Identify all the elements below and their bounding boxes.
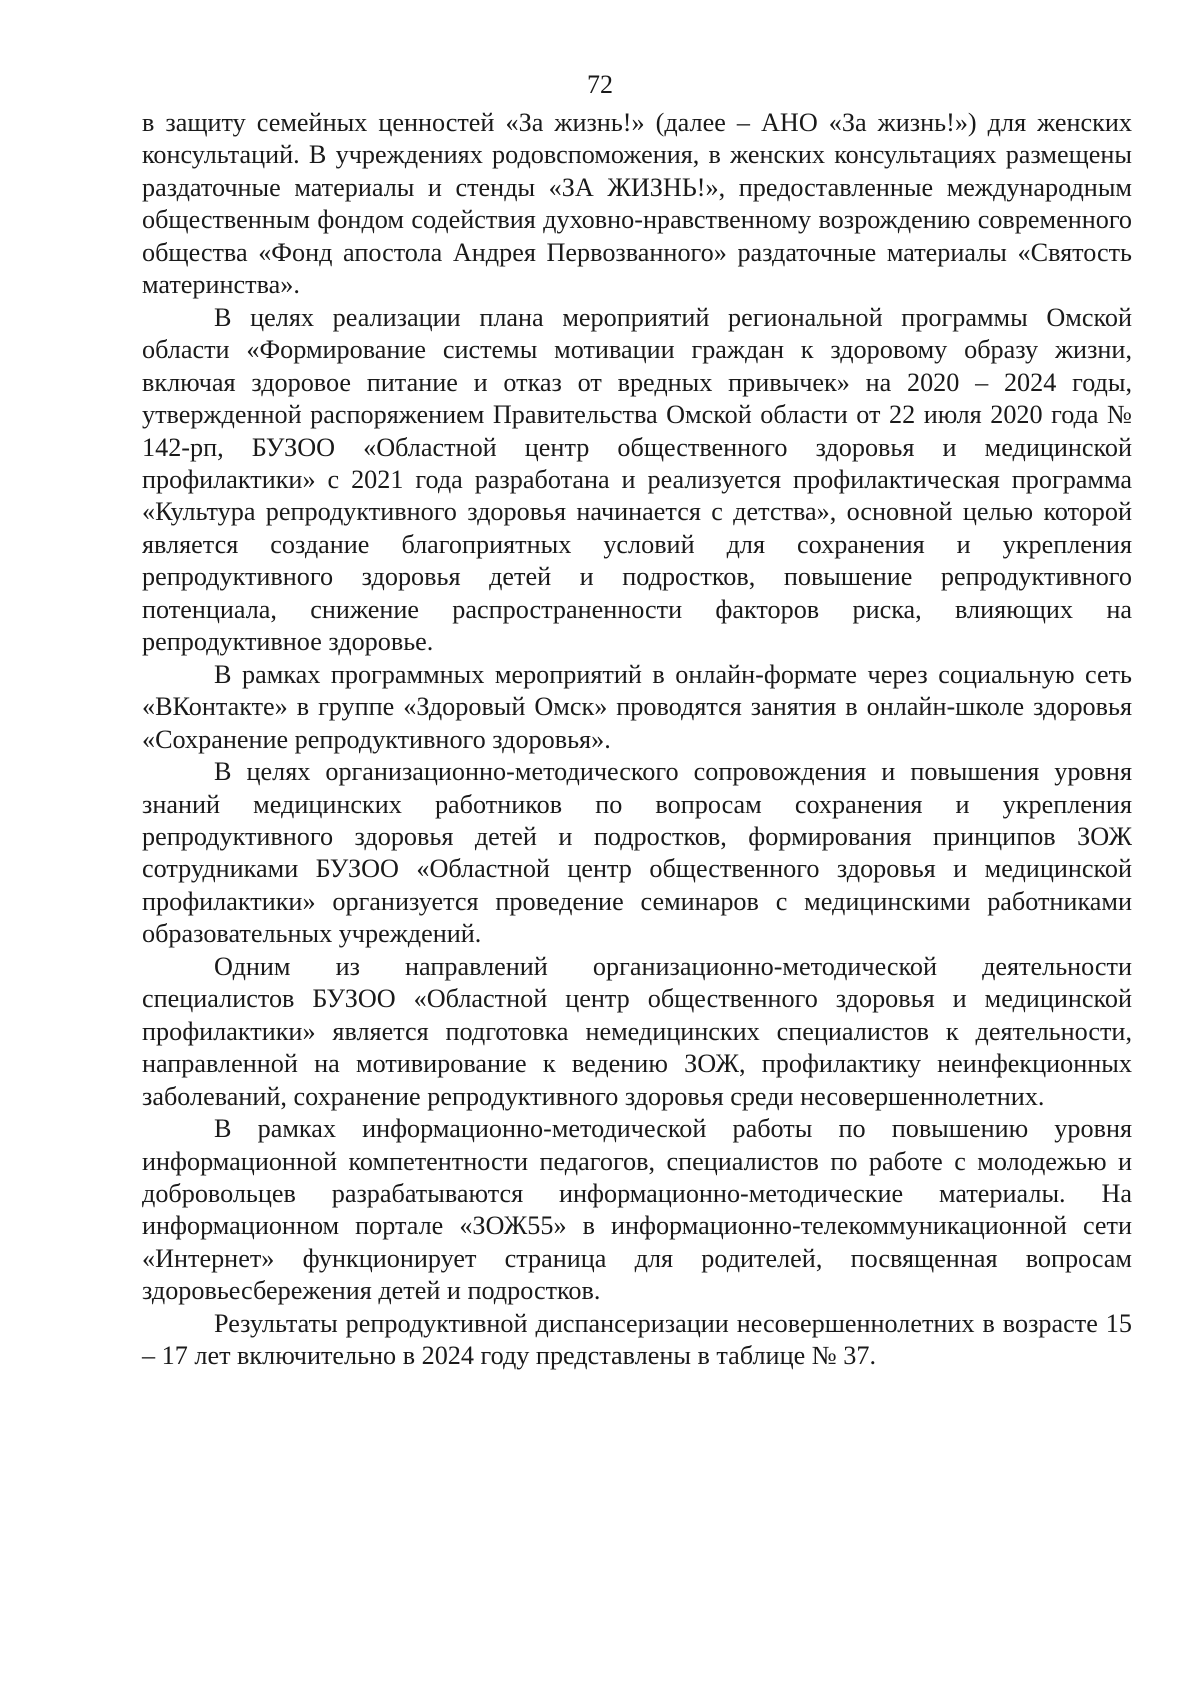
paragraph-information-materials: В рамках информационно-методической работы по повышению уровня информационной компетентности педагогов, специалистов по работе с молодежью и добровольцев разрабатываются информационно-методические материалы. На информационном портале «ЗОЖ55» в информационно-телекоммуникационной сети «Интернет» функционирует страница для родителей, посвященная вопросам здоровьесбережения детей и подростков. (142, 1114, 1132, 1306)
paragraph-dispensary-results: Результаты репродуктивной диспансеризации несовершеннолетних в возрасте 15 – 17 лет включительно в 2024 году представлены в таблице № 37. (142, 1308, 1132, 1371)
paragraph-online-school: В рамках программных мероприятий в онлайн-формате через социальную сеть «ВКонтакте» в группе «Здоровый Омск» проводятся занятия в онлайн-школе здоровья «Сохранение репродуктивного здоровья». (142, 659, 1132, 754)
paragraph-medical-seminars: В целях организационно-методического сопровождения и повышения уровня знаний медицинских работников по вопросам сохранения и укрепления репродуктивного здоровья детей и подростков, формирования принципов ЗОЖ сотрудниками БУЗОО «Областной центр общественного здоровья и медицинской профилактики» организуется проведение семинаров с медицинскими работниками образовательных учреждений. (142, 757, 1132, 949)
paragraph-continuation: в защиту семейных ценностей «За жизнь!» (далее – АНО «За жизнь!») для женских консультаций. В учреждениях родовспоможения, в женских консультациях размещены раздаточные материалы и стенды «ЗА ЖИЗНЬ!», предоставленные международным общественным фондом содействия духовно-нравственному возрождению современного общества «Фонд апостола Андрея Первозванного» раздаточные материалы «Святость материнства». (142, 108, 1132, 300)
paragraph-specialist-training: Одним из направлений организационно-методической деятельности специалистов БУЗОО «Областной центр общественного здоровья и медицинской профилактики» является подготовка немедицинских специалистов к деятельности, направленной на мотивирование к ведению ЗОЖ, профилактику неинфекционных заболеваний, сохранение репродуктивного здоровья среди несовершеннолетних. (142, 951, 1132, 1111)
page-number: 72 (587, 70, 613, 99)
paragraph-program-implementation: В целях реализации плана мероприятий региональной программы Омской области «Формирование системы мотивации граждан к здоровому образу жизни, включая здоровое питание и отказ от вредных привычек» на 2020 – 2024 годы, утвержденной распоряжением Правительства Омской области от 22 июля 2020 года № 142-рп, БУЗОО «Областной центр общественного здоровья и медицинской профилактики» с 2021 года разработана и реализуется профилактическая программа «Культура репродуктивного здоровья начинается с детства», основной целью которой является создание благоприятных условий для сохранения и укрепления репродуктивного здоровья детей и подростков, повышение репродуктивного потенциала, снижение распространенности факторов риска, влияющих на репродуктивное здоровье. (142, 302, 1132, 657)
document-body (142, 107, 1132, 1373)
